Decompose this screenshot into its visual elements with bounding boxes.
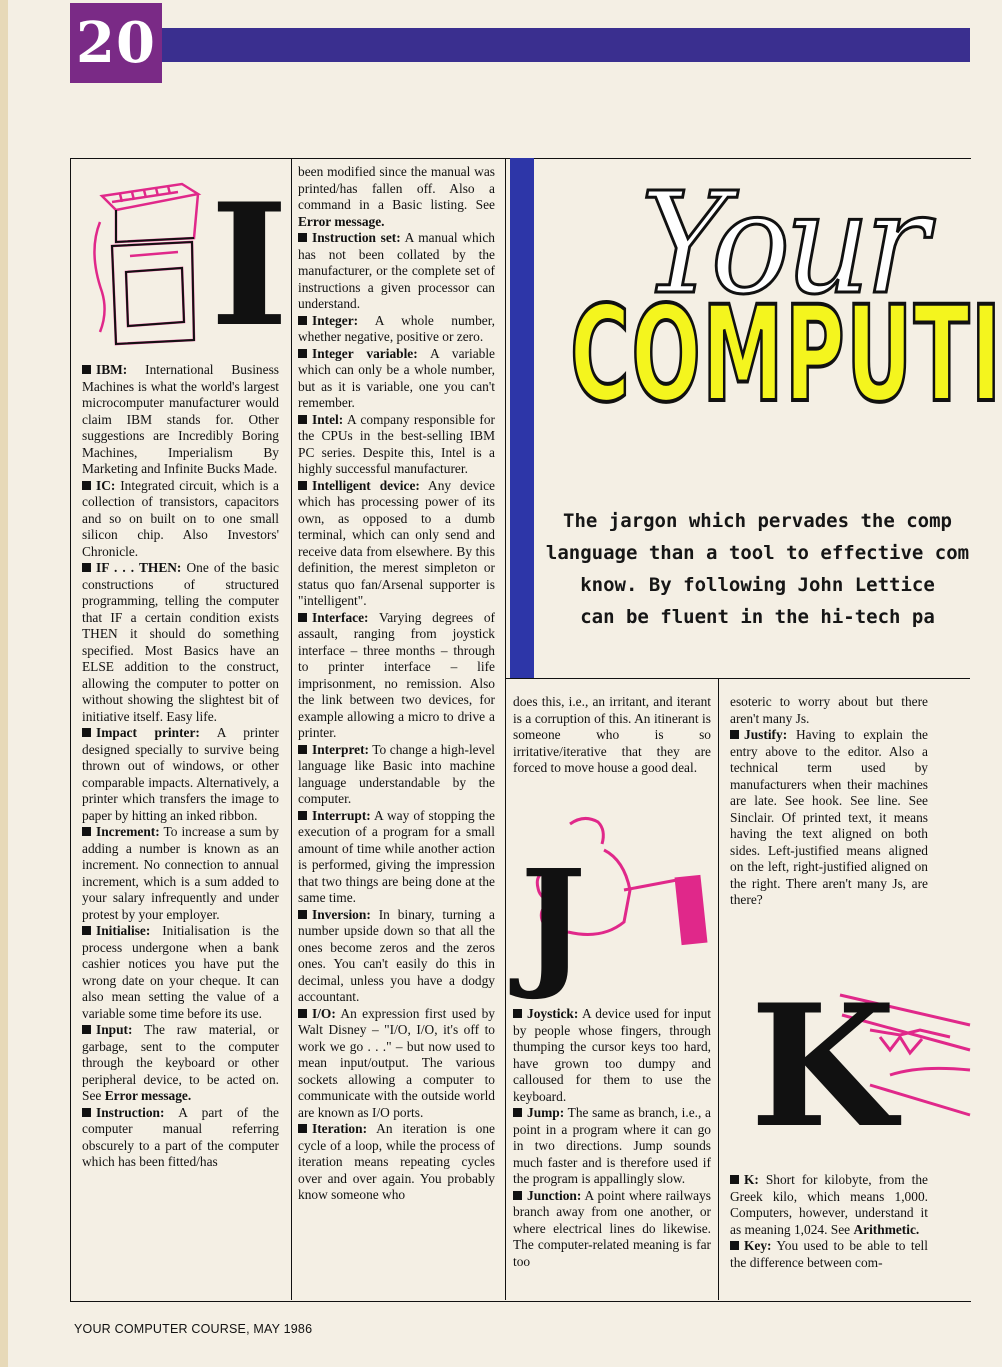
intro-text <box>545 505 970 633</box>
title-box-bottom <box>505 678 970 679</box>
letter-k: K <box>750 967 897 1165</box>
entry: Increment: To increase a sum by adding a number is known as an increment. No connection to annual increment, which is a sum added to your salary infrequently and under protest by your employer. <box>82 824 279 922</box>
entry: I/O: An expression first used by Walt Disney – "I/O, I/O, it's off to work we go . . ." – but now used to mean input/output. The various sockets allowing a computer to communicate with the outside world are known as I/O ports. <box>298 1005 495 1120</box>
intro-line: can be fluent in the hi-tech pa <box>580 606 935 628</box>
column-1 <box>82 362 279 1171</box>
entry: IF . . . THEN: One of the basic constructions of structured programming, telling the computer that IF a certain condition exists THEN it should do something specified. Most Basics have an ELSE addition to the construct, allowing the computer to potter on without showing the slightest bit of initiative itself. Easy life. <box>82 560 280 724</box>
column-4-bottom <box>730 1172 928 1271</box>
entry: Initialise: Initialisation is the process undergone when a bank cashier notices you have put the wrong date on your cheque. It can also mean setting the value of a variable some time before its use. <box>82 923 279 1021</box>
entry: Interpret: To change a high-level language like Basic into machine language understandable by the computer. <box>298 741 495 806</box>
key-k-illustration <box>750 967 970 1165</box>
intro-line: language than a tool to effective com <box>545 542 970 564</box>
top-banner <box>70 28 970 62</box>
entry: Junction: A point where railways branch away from one another, or where electrical lines do likewise. The computer-related meaning is far too <box>513 1187 711 1269</box>
entry: K: Short for kilobyte, from the Greek kilo, which means 1,000. Computers, however, understand it as meaning 1,024. See Arithmetic. <box>730 1172 928 1237</box>
entry: been modified since the manual was printed/has fallen off. Also a command in a Basic listing. See Error message. <box>298 164 495 229</box>
entry: IBM: International Business Machines is what the world's largest microcomputer manufacturer would claim IBM stands for. Other suggestions are Incredibly Boring Machines, Imperialism By Marketing and Infinite Bucks Made. <box>82 362 279 476</box>
col-divider-2 <box>505 158 506 1300</box>
column-2 <box>298 164 495 1204</box>
letter-j: J <box>520 840 587 1004</box>
entry: Key: You used to be able to tell the difference between com- <box>730 1238 928 1270</box>
headline-your: Your <box>640 163 923 326</box>
page-edge <box>0 0 8 1367</box>
intro-line: know. By following John Lettice <box>580 574 935 596</box>
blue-rule <box>510 158 534 678</box>
entry: Instruction set: A manual which has not been collated by the manufacturer, or the complete set of instructions a given processor can understand. <box>298 230 496 311</box>
entry: esoteric to worry about but there aren't many Js. <box>730 694 928 726</box>
entry: Integer: A whole number, whether negative, positive or zero. <box>298 312 495 344</box>
page-footer: YOUR COMPUTER COURSE, MAY 1986 <box>74 1322 313 1336</box>
column-3-bottom <box>513 1006 711 1270</box>
entry: Iteration: An iteration is one cycle of a loop, while the process of iteration means repeating cycles over and over again. You probably know someone who <box>298 1121 495 1202</box>
intro-line: The jargon which pervades the comp <box>563 510 952 532</box>
column-3-top <box>513 694 711 777</box>
col-divider-3 <box>718 678 719 1300</box>
entry: does this, i.e., an irritant, and iterant is a corruption of this. An itinerant is someone who is so irritative/iterative that they are forced to move house a good deal. <box>513 694 711 775</box>
entry: Jump: The same as branch, i.e., a point in a program where it can go in two directions. Jump sounds much faster and is therefore used if the program is appallingly slow. <box>513 1105 711 1186</box>
entry: Interface: Varying degrees of assault, ranging from joystick interface – three months – through to printer interface – life imprisonment, no remission. Also the link between two devices, for example allowing a micro to drive a printer. <box>298 609 495 740</box>
computer-illustration <box>82 166 289 364</box>
entry: Integer variable: A variable which can only be a whole number, but as it is variable, one you can't remember. <box>298 345 495 410</box>
column-4-top <box>730 694 928 909</box>
entry: Input: The raw material, or garbage, sent to the computer through the keyboard or other peripheral device, to be acted on. See Error message. <box>82 1022 279 1103</box>
entry: Intelligent device: Any device which has processing power of its own, as opposed to a dumb terminal, which can only send and receive data from elsewhere. By this definition, the merest simpleton or status quo fan/Arsenal supporter is "intelligent". <box>298 477 495 608</box>
entry: Inversion: In binary, turning a number upside down so that all the ones become zeros and the zeros ones. You can't easily do this in decimal, unless you have a dodgy accountant. <box>298 906 495 1004</box>
headline-computer: COMPUTI <box>570 278 1002 432</box>
entry: Intel: A company responsible for the CPUs in the best-selling IBM PC series. Despite this, Intel is a highly successful manufacturer. <box>298 411 495 476</box>
entry: Interrupt: A way of stopping the execution of a program for a small amount of time while another action is performed, giving the impression that two things are being done at the same time. <box>298 807 495 905</box>
hand-j-illustration <box>512 810 712 1004</box>
page-number: 20 <box>70 3 162 83</box>
entry: Justify: Having to explain the entry above to the editor. Also a technical term used by manufacturers when their machines are late. See hook. See line. See Sinclair. Of printed text, it means having the text aligned on both sides. Left-justified means aligned on the left, right-justified aligned on the right. There aren't many Js, are there? <box>730 727 928 907</box>
col-divider-1 <box>291 158 292 1300</box>
entry: Instruction: A part of the computer manual referring obscurely to a part of the computer which has been fitted/has <box>82 1104 279 1169</box>
entry: Impact printer: A printer designed specially to survive being thrown out of windows, or other comparable impacts. Alternatively, a printer which transfers the image to paper by hitting an inked ribbon. <box>82 725 279 823</box>
entry: IC: Integrated circuit, which is a collection of transistors, capacitors and so on built on to one small silicon chip. Also Investors' Chronicle. <box>82 477 279 559</box>
entry: Joystick: A device used for input by people whose fingers, through thumping the cursor keys too hard, have grown too dumpy and calloused for them to use the keyboard. <box>513 1006 711 1104</box>
letter-i: I <box>210 166 289 364</box>
